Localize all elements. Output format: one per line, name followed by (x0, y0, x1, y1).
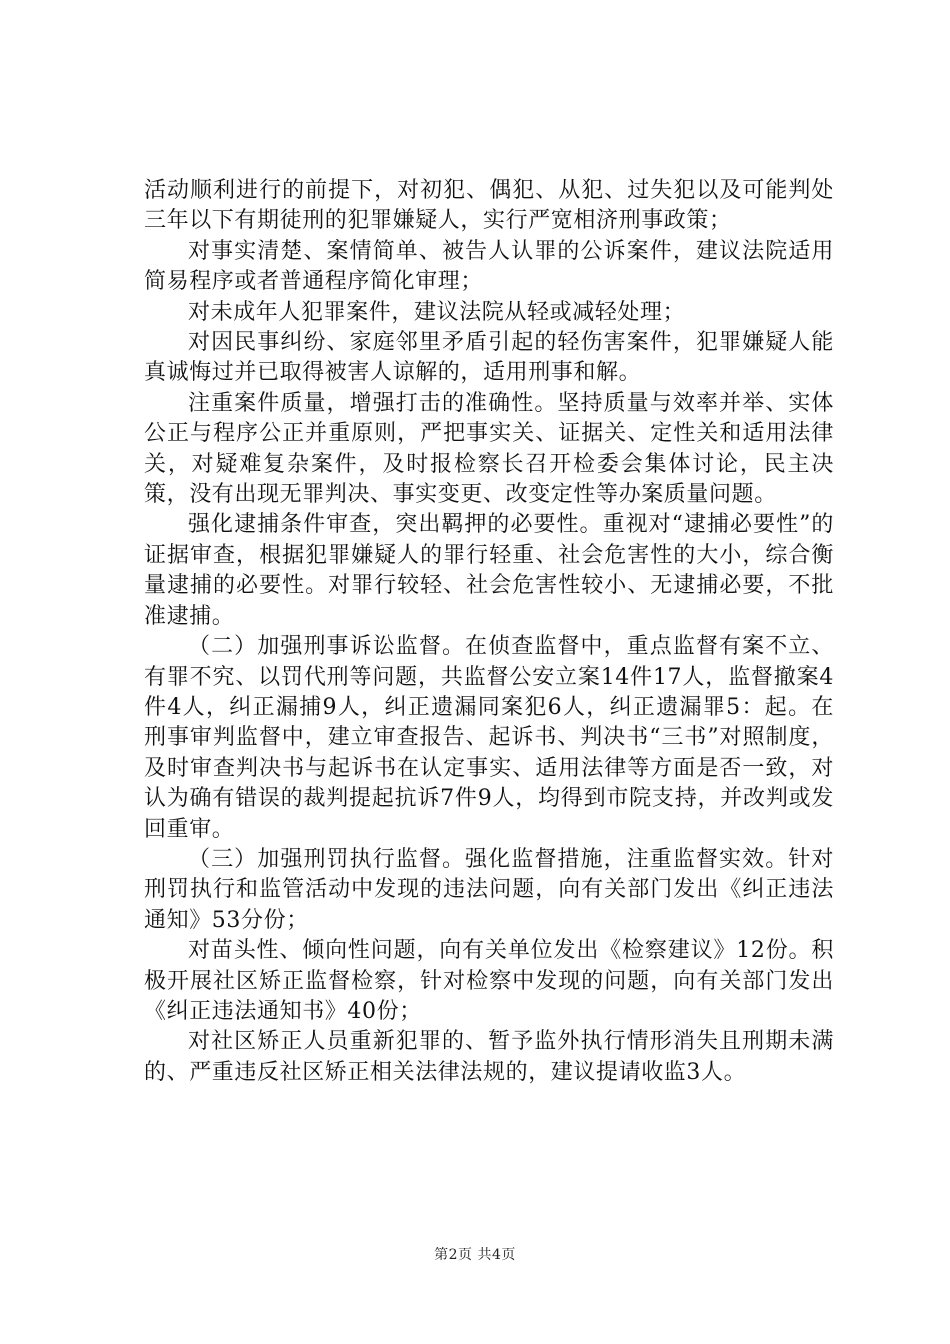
paragraph-penalty-execution-supervision: （三）加强刑罚执行监督。强化监督措施，注重监督实效。针对刑罚执行和监管活动中发现的违法问题，向有关部门发出《纠正违法通知》53分份； (144, 846, 834, 933)
paragraph-case-quality: 注重案件质量，增强打击的准确性。坚持质量与效率并举、实体公正与程序公正并重原则，严把事实关、证据关、定性关和适用法律关，对疑难复杂案件，及时报检察长召开检委会集体讨论，民主决策，没有出现无罪判决、事实变更、改变定性等办案质量问题。 (144, 390, 834, 508)
paragraph-community-correction: 对社区矫正人员重新犯罪的、暂予监外执行情形消失且刑期未满的、严重违反社区矫正相关法律法规的，建议提请收监3人。 (144, 1029, 834, 1085)
paragraph-juvenile-cases: 对未成年人犯罪案件，建议法院从轻或减轻处理； (188, 299, 686, 325)
page-number-footer: 第2页 共4页 (434, 1247, 516, 1263)
paragraph-criminal-litigation-supervision: （二）加强刑事诉讼监督。在侦查监督中，重点监督有案不立、有罪不究、以罚代刑等问题，共监督公安立案14件17人，监督撤案4件4人，纠正漏捕9人，纠正遗漏同案犯6人，纠正遗漏罪5：起。在刑事审判监督中，建立审查报告、起诉书、判决书“三书”对照制度，及时审查判决书与起诉书在认定事实、适用法律等方面是否一致，对认为确有错误的裁判提起抗诉7件9人，均得到市院支持，并改判或发回重审。 (144, 634, 834, 842)
paragraph-summary-procedure: 对事实清楚、案情简单、被告人认罪的公诉案件，建议法院适用简易程序或者普通程序简化审理； (144, 238, 834, 295)
paragraph-criminal-reconciliation: 对因民事纠纷、家庭邻里矛盾引起的轻伤害案件，犯罪嫌疑人能真诚悔过并已取得被害人谅解的，适用刑事和解。 (144, 330, 834, 386)
paragraph-continuation: 活动顺利进行的前提下，对初犯、偶犯、从犯、过失犯以及可能判处三年以下有期徒刑的犯罪嫌疑人，实行严宽相济刑事政策； (144, 178, 834, 234)
paragraph-procuratorial-advice: 对苗头性、倾向性问题，向有关单位发出《检察建议》12份。积极开展社区矫正监督检察，针对检察中发现的问题，向有关部门发出《纠正违法通知书》40份； (144, 938, 834, 1024)
paragraph-arrest-review: 强化逮捕条件审查，突出羁押的必要性。重视对“逮捕必要性”的证据审查，根据犯罪嫌疑人的罪行轻重、社会危害性的大小，综合衡量逮捕的必要性。对罪行较轻、社会危害性较小、无逮捕必要，不批准逮捕。 (144, 512, 834, 629)
document-body (144, 176, 834, 1088)
